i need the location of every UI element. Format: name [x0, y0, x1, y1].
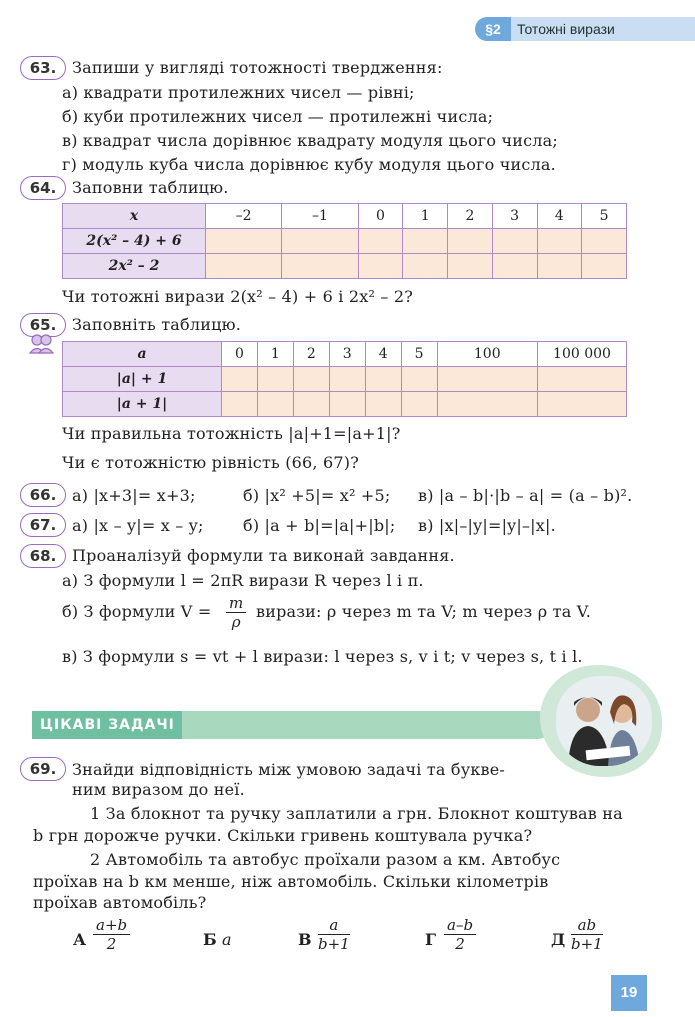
table65-col: 2: [293, 342, 329, 367]
fraction-denominator: ρ: [231, 613, 241, 631]
task-65-number: 65.: [20, 313, 66, 337]
option-d-label: Г: [425, 930, 437, 949]
table64-cell[interactable]: [403, 229, 448, 254]
table64-col: 2: [448, 204, 493, 229]
task-63-item-d: г) модуль куба числа дорівнює кубу модуля цього числа.: [62, 155, 556, 174]
task-69-problem-1a: 1 За блокнот та ручку заплатили a грн. Блокнот коштував на: [90, 804, 623, 823]
table65-col: 4: [365, 342, 401, 367]
option-c-denominator: b+1: [318, 935, 350, 953]
task-64-number: 64.: [20, 176, 66, 200]
option-b-label: Б: [203, 930, 217, 949]
section-tag: §2: [475, 17, 511, 41]
table65-cell[interactable]: [538, 392, 627, 417]
group-work-icon: [28, 333, 56, 355]
table65-col: 5: [401, 342, 437, 367]
table64-head: x: [63, 204, 206, 229]
task-69-problem-2b: проїхав на b км менше, ніж автомобіль. Скільки кілометрів: [33, 872, 549, 891]
task-68-b-post: вирази: ρ через m та V; m через ρ та V.: [256, 602, 591, 621]
task-63-item-a: а) квадрати протилежних чисел — рівні;: [62, 83, 415, 102]
option-d-fraction: [444, 916, 476, 953]
task-65-question-2: Чи є тотожністю рівність (66, 67)?: [62, 453, 359, 472]
table64-row2-label: 2x² – 2: [63, 254, 206, 279]
option-a-numerator: a+b: [93, 916, 130, 935]
table65-row2-label: |a + 1|: [63, 392, 222, 417]
option-a-label: А: [73, 930, 87, 949]
task-68-b-pre: б) З формули V =: [62, 602, 212, 621]
table64-col: 0: [358, 204, 403, 229]
table64-cell[interactable]: [206, 229, 282, 254]
task-67-number: 67.: [20, 513, 66, 537]
table64-cell[interactable]: [582, 254, 627, 279]
table64-col: 4: [537, 204, 582, 229]
task-69-problem-2a: 2 Автомобіль та автобус проїхали разом a км. Автобус: [90, 850, 561, 869]
table64-cell[interactable]: [492, 254, 537, 279]
table64-cell[interactable]: [282, 254, 358, 279]
task-68-b-fraction: [226, 594, 246, 631]
task-63-number: 63.: [20, 56, 66, 80]
task-68-c: в) З формули s = vt + l вирази: l через s, v і t; v через s, t і l.: [62, 647, 583, 666]
option-b-value: a: [222, 930, 232, 949]
table65-cell[interactable]: [329, 367, 365, 392]
table64-cell[interactable]: [358, 254, 403, 279]
table65-cell[interactable]: [365, 367, 401, 392]
table64-cell[interactable]: [492, 229, 537, 254]
task-66-c: в) |a – b|·|b – a| = (a – b)².: [418, 486, 633, 505]
table65-col: 100 000: [538, 342, 627, 367]
option-c-numerator: a: [318, 916, 350, 935]
task-64-table: [62, 203, 627, 279]
option-d-denominator: 2: [455, 935, 465, 953]
task-69-problem-1b: b грн дорожче ручки. Скільки гривень коштувала ручка?: [33, 826, 533, 845]
option-e-numerator: ab: [571, 916, 603, 935]
table64-cell[interactable]: [206, 254, 282, 279]
task-66-a: а) |x+3|= x+3;: [72, 486, 196, 505]
task-69-line-1: Знайди відповідність між умовою задачі та букве-: [72, 760, 506, 779]
table65-cell[interactable]: [437, 392, 537, 417]
option-e-label: Д: [551, 930, 566, 949]
table65-cell[interactable]: [222, 367, 258, 392]
section-banner-label: ЦІКАВІ ЗАДАЧІ: [40, 717, 175, 733]
task-68-a: а) З формули l = 2πR вирази R через l і π.: [62, 571, 424, 590]
option-c-fraction: [318, 916, 350, 953]
table64-cell[interactable]: [448, 229, 493, 254]
table64-cell[interactable]: [537, 254, 582, 279]
task-69-number: 69.: [20, 757, 66, 781]
option-e-fraction: [571, 916, 603, 953]
task-69-line-2: ним виразом до неї.: [72, 780, 245, 799]
table65-col: 0: [222, 342, 258, 367]
table64-cell[interactable]: [282, 229, 358, 254]
table65-cell[interactable]: [365, 392, 401, 417]
students-photo: [556, 676, 652, 766]
table64-col: 3: [492, 204, 537, 229]
table64-row1-label: 2(x² – 4) + 6: [63, 229, 206, 254]
table65-cell[interactable]: [329, 392, 365, 417]
table64-cell[interactable]: [582, 229, 627, 254]
fraction-numerator: m: [226, 594, 246, 613]
table64-col: 1: [403, 204, 448, 229]
table64-cell[interactable]: [358, 229, 403, 254]
table65-col: 3: [329, 342, 365, 367]
table65-cell[interactable]: [401, 367, 437, 392]
table65-head: a: [63, 342, 222, 367]
option-a-denominator: 2: [106, 935, 117, 953]
option-e-denominator: b+1: [571, 935, 603, 953]
table65-cell[interactable]: [293, 367, 329, 392]
table65-cell[interactable]: [257, 392, 293, 417]
task-66-b: б) |x² +5|= x² +5;: [243, 486, 391, 505]
task-63-item-c: в) квадрат числа дорівнює квадрату модуля цього числа;: [62, 131, 558, 150]
page-number: 19: [611, 975, 647, 1011]
table64-col: 5: [582, 204, 627, 229]
task-65-table: [62, 341, 627, 417]
task-66-number: 66.: [20, 483, 66, 507]
table64-col: –2: [206, 204, 282, 229]
task-68-number: 68.: [20, 544, 66, 568]
task-68-title: Проаналізуй формули та виконай завдання.: [72, 546, 455, 565]
task-65-question-1: Чи правильна тотожність |a|+1=|a+1|?: [62, 424, 401, 443]
table65-cell[interactable]: [437, 367, 537, 392]
option-c-label: В: [298, 930, 312, 949]
task-67-c: в) |x|–|y|=|y|–|x|.: [418, 516, 556, 535]
task-69-problem-2c: проїхав автомобіль?: [33, 893, 207, 912]
task-67-b: б) |a + b|=|a|+|b|;: [243, 516, 396, 535]
table64-cell[interactable]: [537, 229, 582, 254]
table64-col: –1: [282, 204, 358, 229]
option-d-numerator: a–b: [444, 916, 476, 935]
task-64-question: Чи тотожні вирази 2(x² – 4) + 6 і 2x² – 2?: [62, 287, 414, 306]
table65-cell[interactable]: [222, 392, 258, 417]
table65-row1-label: |a| + 1: [63, 367, 222, 392]
table65-cell[interactable]: [401, 392, 437, 417]
option-a-fraction: [93, 916, 130, 953]
table65-cell[interactable]: [257, 367, 293, 392]
table64-cell[interactable]: [403, 254, 448, 279]
task-63-item-b: б) куби протилежних чисел — протилежні числа;: [62, 107, 494, 126]
section-title: Тотожні вирази: [511, 17, 695, 41]
table65-col: 100: [437, 342, 537, 367]
table64-cell[interactable]: [448, 254, 493, 279]
task-67-a: а) |x – y|= x – y;: [72, 516, 204, 535]
task-63-title: Запиши у вигляді тотожності твердження:: [72, 58, 443, 77]
task-65-title: Заповніть таблицю.: [72, 315, 241, 334]
table65-col: 1: [257, 342, 293, 367]
task-64-title: Заповни таблицю.: [72, 178, 229, 197]
table65-cell[interactable]: [293, 392, 329, 417]
table65-cell[interactable]: [538, 367, 627, 392]
